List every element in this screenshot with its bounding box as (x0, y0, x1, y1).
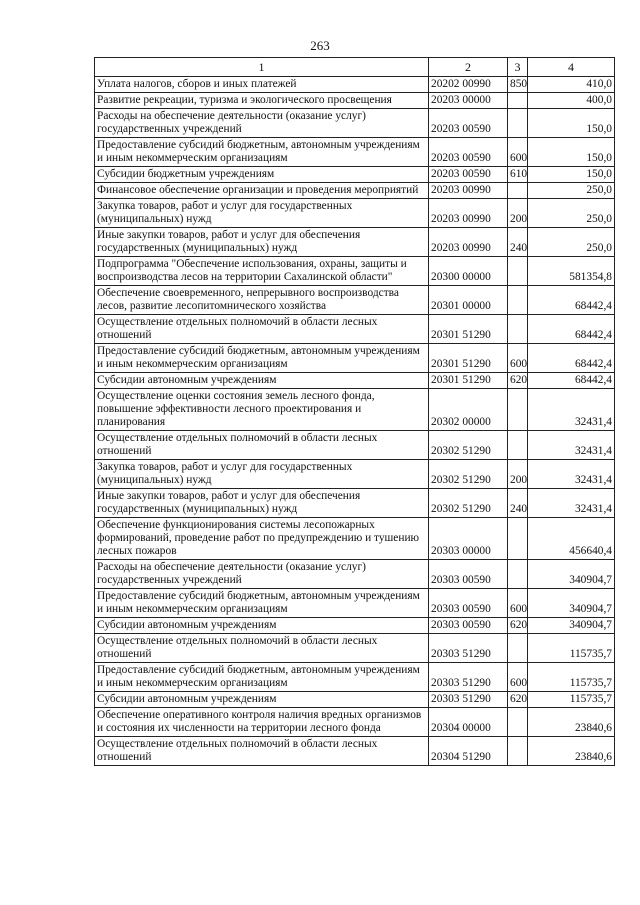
row-code-cell: 20203 00000 (429, 93, 508, 109)
table-row (95, 93, 615, 109)
row-code-cell: 20203 00590 (429, 167, 508, 183)
row-amount-cell: 115735,7 (528, 692, 615, 708)
table-row (95, 634, 615, 663)
row-name-cell: Субсидии автономным учреждениям (95, 618, 429, 634)
row-name-cell: Расходы на обеспечение деятельности (оказание услуг) государственных учреждений (95, 109, 429, 138)
budget-table (94, 57, 615, 766)
row-expense-type-cell (508, 315, 528, 344)
row-name-cell: Субсидии автономным учреждениям (95, 373, 429, 389)
table-row (95, 77, 615, 93)
row-amount-cell: 581354,8 (528, 257, 615, 286)
row-amount-cell: 400,0 (528, 93, 615, 109)
row-expense-type-cell (508, 93, 528, 109)
row-code-cell: 20203 00990 (429, 199, 508, 228)
row-code-cell: 20301 51290 (429, 315, 508, 344)
table-row (95, 663, 615, 692)
row-expense-type-cell: 200 (508, 460, 528, 489)
table-row (95, 344, 615, 373)
row-amount-cell: 68442,4 (528, 315, 615, 344)
row-amount-cell: 32431,4 (528, 489, 615, 518)
row-name-cell: Обеспечение оперативного контроля наличия вредных организмов и состояния их численности на территории лесного фонда (95, 708, 429, 737)
row-code-cell: 20301 00000 (429, 286, 508, 315)
row-expense-type-cell: 620 (508, 618, 528, 634)
row-code-cell: 20302 51290 (429, 431, 508, 460)
row-name-cell: Осуществление отдельных полномочий в области лесных отношений (95, 737, 429, 766)
header-cell-code: 2 (429, 58, 508, 77)
row-code-cell: 20302 00000 (429, 389, 508, 431)
row-expense-type-cell (508, 389, 528, 431)
table-row (95, 373, 615, 389)
row-amount-cell: 23840,6 (528, 708, 615, 737)
row-name-cell: Предоставление субсидий бюджетным, автономным учреждениям и иным некоммерческим организациям (95, 589, 429, 618)
row-code-cell: 20302 51290 (429, 489, 508, 518)
row-amount-cell: 115735,7 (528, 634, 615, 663)
table-row (95, 589, 615, 618)
table-row (95, 315, 615, 344)
row-code-cell: 20303 00590 (429, 560, 508, 589)
row-name-cell: Предоставление субсидий бюджетным, автономным учреждениям и иным некоммерческим организациям (95, 344, 429, 373)
row-code-cell: 20301 51290 (429, 344, 508, 373)
row-name-cell: Расходы на обеспечение деятельности (оказание услуг) государственных учреждений (95, 560, 429, 589)
header-cell-type: 3 (508, 58, 528, 77)
table-row (95, 692, 615, 708)
row-expense-type-cell: 620 (508, 692, 528, 708)
row-expense-type-cell: 600 (508, 663, 528, 692)
row-amount-cell: 68442,4 (528, 286, 615, 315)
row-code-cell: 20300 00000 (429, 257, 508, 286)
row-expense-type-cell (508, 257, 528, 286)
row-expense-type-cell: 240 (508, 228, 528, 257)
row-code-cell: 20301 51290 (429, 373, 508, 389)
row-code-cell: 20203 00990 (429, 183, 508, 199)
row-amount-cell: 115735,7 (528, 663, 615, 692)
table-row (95, 183, 615, 199)
table-header-row (95, 58, 615, 77)
row-name-cell: Развитие рекреации, туризма и экологического просвещения (95, 93, 429, 109)
row-expense-type-cell (508, 286, 528, 315)
row-amount-cell: 410,0 (528, 77, 615, 93)
row-expense-type-cell (508, 737, 528, 766)
table-row (95, 257, 615, 286)
table-row (95, 518, 615, 560)
row-code-cell: 20203 00990 (429, 228, 508, 257)
row-code-cell: 20203 00590 (429, 138, 508, 167)
row-code-cell: 20304 00000 (429, 708, 508, 737)
row-code-cell: 20303 51290 (429, 634, 508, 663)
row-name-cell: Обеспечение своевременного, непрерывного воспроизводства лесов, развитие лесопитомнического хозяйства (95, 286, 429, 315)
row-expense-type-cell (508, 431, 528, 460)
row-amount-cell: 340904,7 (528, 618, 615, 634)
table-row (95, 618, 615, 634)
table-row (95, 228, 615, 257)
row-amount-cell: 340904,7 (528, 589, 615, 618)
row-name-cell: Осуществление отдельных полномочий в области лесных отношений (95, 634, 429, 663)
row-amount-cell: 250,0 (528, 183, 615, 199)
row-amount-cell: 32431,4 (528, 431, 615, 460)
row-name-cell: Иные закупки товаров, работ и услуг для обеспечения государственных (муниципальных) нужд (95, 228, 429, 257)
row-code-cell: 20303 00000 (429, 518, 508, 560)
row-amount-cell: 23840,6 (528, 737, 615, 766)
row-name-cell: Закупка товаров, работ и услуг для государственных (муниципальных) нужд (95, 199, 429, 228)
row-name-cell: Уплата налогов, сборов и иных платежей (95, 77, 429, 93)
row-expense-type-cell: 610 (508, 167, 528, 183)
row-amount-cell: 340904,7 (528, 560, 615, 589)
row-name-cell: Осуществление оценки состояния земель лесного фонда, повышение эффективности лесного проектирования и планирования (95, 389, 429, 431)
table-row (95, 389, 615, 431)
row-code-cell: 20303 51290 (429, 663, 508, 692)
row-code-cell: 20203 00590 (429, 109, 508, 138)
row-amount-cell: 32431,4 (528, 460, 615, 489)
row-name-cell: Иные закупки товаров, работ и услуг для обеспечения государственных (муниципальных) нужд (95, 489, 429, 518)
row-amount-cell: 68442,4 (528, 373, 615, 389)
row-code-cell: 20302 51290 (429, 460, 508, 489)
table-row (95, 489, 615, 518)
row-amount-cell: 456640,4 (528, 518, 615, 560)
row-code-cell: 20303 51290 (429, 692, 508, 708)
row-name-cell: Финансовое обеспечение организации и проведения мероприятий (95, 183, 429, 199)
table-row (95, 199, 615, 228)
header-cell-amount: 4 (528, 58, 615, 77)
row-expense-type-cell: 600 (508, 589, 528, 618)
table-row (95, 167, 615, 183)
header-cell-name: 1 (95, 58, 429, 77)
row-code-cell: 20202 00990 (429, 77, 508, 93)
row-name-cell: Подпрограмма "Обеспечение использования, охраны, защиты и воспроизводства лесов на территории Сахалинской области" (95, 257, 429, 286)
row-expense-type-cell: 850 (508, 77, 528, 93)
row-expense-type-cell: 200 (508, 199, 528, 228)
row-name-cell: Закупка товаров, работ и услуг для государственных (муниципальных) нужд (95, 460, 429, 489)
row-code-cell: 20304 51290 (429, 737, 508, 766)
table-row (95, 560, 615, 589)
row-amount-cell: 150,0 (528, 138, 615, 167)
row-expense-type-cell (508, 708, 528, 737)
table-row (95, 431, 615, 460)
row-name-cell: Обеспечение функционирования системы лесопожарных формирований, проведение работ по предупреждению и тушению лесных пожаров (95, 518, 429, 560)
table-row (95, 708, 615, 737)
row-expense-type-cell: 600 (508, 344, 528, 373)
row-amount-cell: 150,0 (528, 109, 615, 138)
row-expense-type-cell (508, 183, 528, 199)
row-expense-type-cell (508, 518, 528, 560)
row-amount-cell: 250,0 (528, 228, 615, 257)
row-name-cell: Субсидии автономным учреждениям (95, 692, 429, 708)
row-amount-cell: 150,0 (528, 167, 615, 183)
table-row (95, 286, 615, 315)
row-amount-cell: 68442,4 (528, 344, 615, 373)
row-amount-cell: 250,0 (528, 199, 615, 228)
row-expense-type-cell (508, 109, 528, 138)
row-expense-type-cell: 240 (508, 489, 528, 518)
row-code-cell: 20303 00590 (429, 589, 508, 618)
table-row (95, 460, 615, 489)
table-row (95, 138, 615, 167)
table-row (95, 109, 615, 138)
row-code-cell: 20303 00590 (429, 618, 508, 634)
row-expense-type-cell (508, 560, 528, 589)
row-name-cell: Предоставление субсидий бюджетным, автономным учреждениям и иным некоммерческим организациям (95, 663, 429, 692)
row-expense-type-cell: 600 (508, 138, 528, 167)
row-name-cell: Осуществление отдельных полномочий в области лесных отношений (95, 431, 429, 460)
row-name-cell: Субсидии бюджетным учреждениям (95, 167, 429, 183)
row-expense-type-cell (508, 634, 528, 663)
row-expense-type-cell: 620 (508, 373, 528, 389)
row-name-cell: Предоставление субсидий бюджетным, автономным учреждениям и иным некоммерческим организациям (95, 138, 429, 167)
page-number: 263 (310, 38, 330, 53)
row-name-cell: Осуществление отдельных полномочий в области лесных отношений (95, 315, 429, 344)
row-amount-cell: 32431,4 (528, 389, 615, 431)
table-row (95, 737, 615, 766)
